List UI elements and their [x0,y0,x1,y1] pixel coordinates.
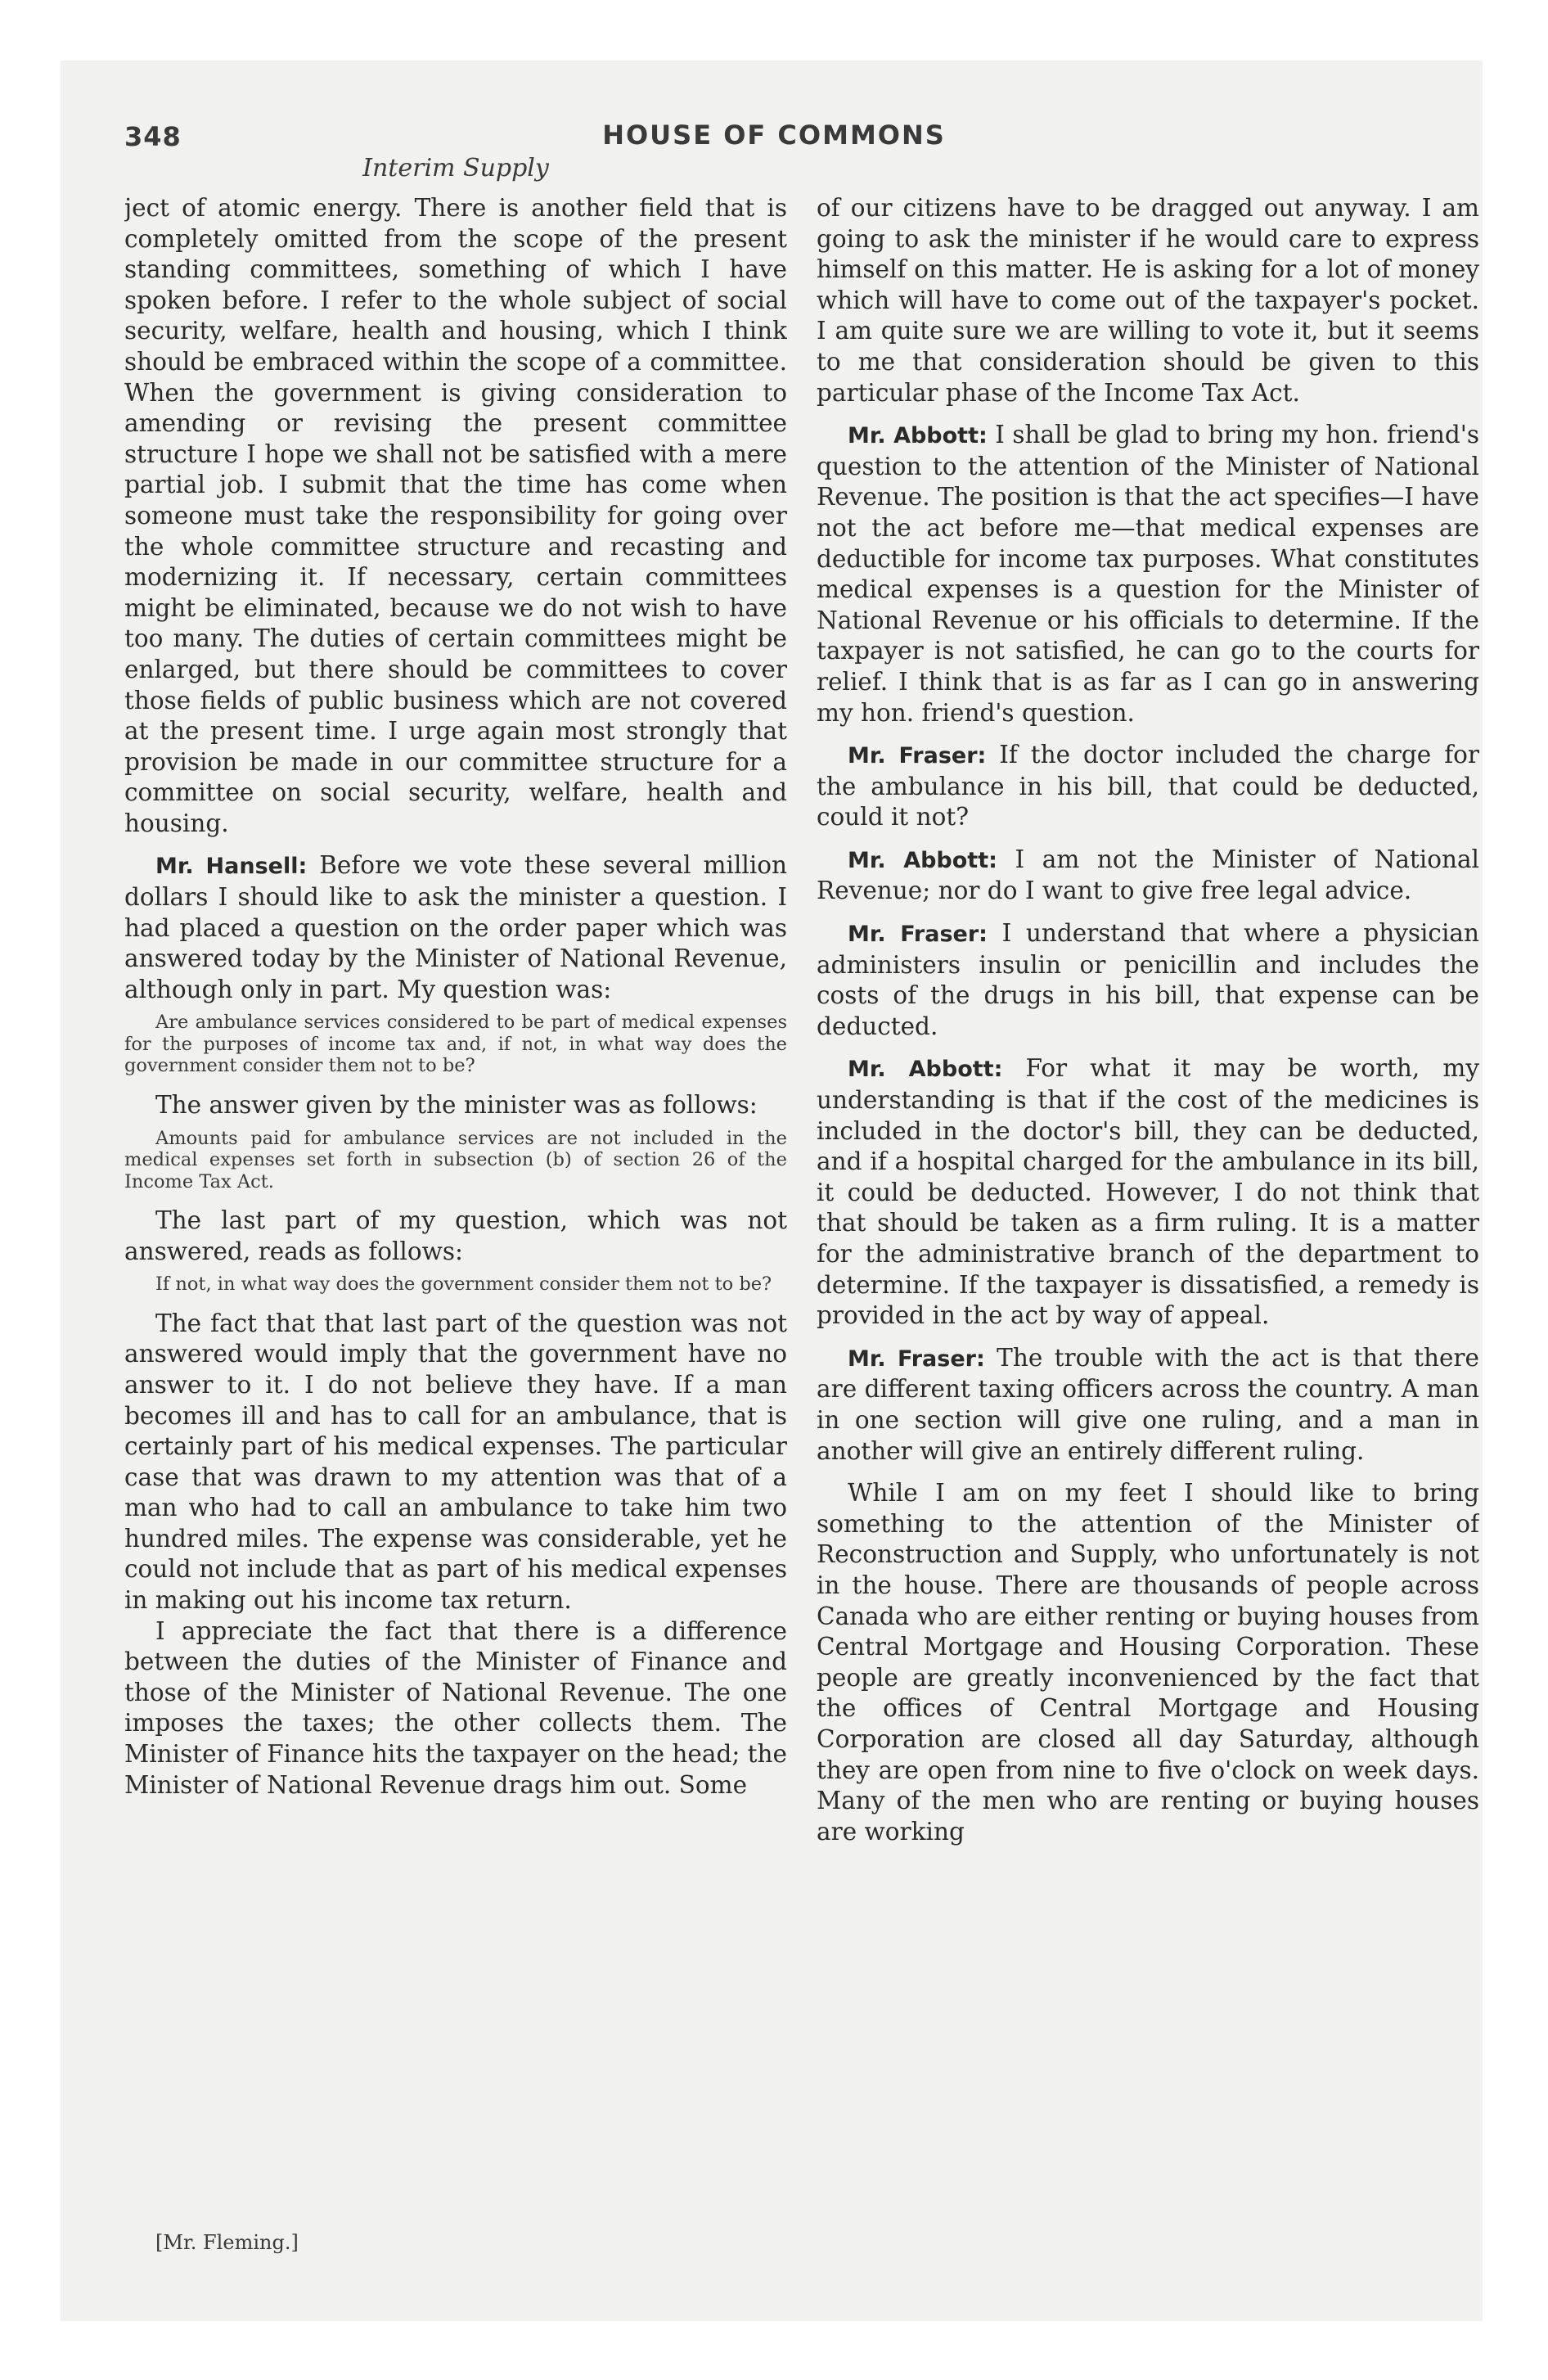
block-quote: Are ambulance services considered to be part of medical expenses for the purposes of income tax and, if not, in what way does the government consider them not to be? [124,1012,787,1077]
page-number: 348 [124,121,182,152]
paragraph: The fact that that last part of the question was not answered would imply that the government have no answer to it. I do not believe they have. If a man becomes ill and has to call for an ambulance, that is certainly part of his medical expenses. The particular case that was drawn to my attention was that of a man who had to call an ambulance to take him two hundred miles. The expense was considerable, yet he could not include that as part of his medical expenses in making out his income tax return. [124,1309,787,1615]
paragraph: The last part of my question, which was not answered, reads as follows: [124,1206,787,1265]
speech-paragraph [124,850,787,1005]
speaker-name: Mr. Abbott: [848,1057,1003,1083]
speech-text: For what it may be worth, my understanding is that if the cost of the medicines is included in the doctor's bill, they can be deducted, and if a hospital charged for the ambulance in its bill, it could be deducted. However, I do not think that that should be taken as a firm ruling. It is a matter for the administrative branch of the department to determine. If the taxpayer is dissatisfied, a remedy is provided in the act by way of appeal. [817,1054,1479,1330]
speaker-name: Mr. Abbott: [848,847,997,873]
speech-text: I am not the Minister of National Revenue; nor do I want to give free legal advice. [817,845,1479,905]
speech-text: The trouble with the act is that there are different taxing officers across the country. A man in one section will give one ruling, and a man in another will give an entirely different ruling. [817,1343,1479,1465]
speech-paragraph [817,918,1479,1042]
paragraph: of our citizens have to be dragged out anyway. I am going to ask the minister if he would care to express himself on this matter. He is asking for a lot of money which will have to come out of the taxpayer's pocket. I am quite sure we are willing to vote it, but it seems to me that consideration should be given to this particular phase of the Income Tax Act. [817,194,1479,407]
paragraph: ject of atomic energy. There is another field that is completely omitted from the scope of the present standing committees, something of which I have spoken before. I refer to the whole subject of social security, welfare, health and housing, which I think should be embraced within the scope of a committee. When the government is giving consideration to amending or revising the present committee structure I hope we shall not be satisfied with a mere partial job. I submit that the time has come when someone must take the responsibility for going over the whole committee structure and recasting and modernizing it. If necessary, certain committees might be eliminated, because we do not wish to have too many. The duties of certain committees might be enlarged, but there should be committees to cover those fields of public business which are not covered at the present time. I urge again most strongly that provision be made in our committee structure for a committee on social security, welfare, health and housing. [124,194,787,837]
speech-paragraph [817,1053,1479,1331]
section-heading: Interim Supply [362,154,549,183]
block-quote: If not, in what way does the government consider them not to be? [155,1273,772,1296]
speaker-name: Mr. Fraser: [848,743,987,769]
left-column [124,193,787,2223]
speech-text: I understand that where a physician administers insulin or penicillin and includes the costs of the drugs in his bill, that expense can be deducted. [817,919,1479,1040]
speech-paragraph [817,740,1479,833]
paragraph: While I am on my feet I should like to bring something to the attention of the Minister of Reconstruction and Supply, who unfortunately is not in the house. There are thousands of people across Canada who are either renting or buying houses from Central Mortgage and Housing Corporation. These people are greatly inconvenienced by the fact that the offices of Central Mortgage and Housing Corporation are closed all day Saturday, although they are open from nine to five o'clock on week days. Many of the men who are renting or buying houses are working [817,1479,1479,1846]
speaker-name: Mr. Abbott: [848,423,988,449]
block-quote: Amounts paid for ambulance services are not included in the medical expenses set forth in subsection (b) of section 26 of the Income Tax Act. [124,1127,787,1192]
paragraph: The answer given by the minister was as follows: [155,1090,758,1119]
speech-paragraph [817,845,1479,907]
speaker-name: Mr. Fraser: [848,922,988,948]
speaker-attribution: [Mr. Fleming.] [155,2231,299,2254]
running-head: HOUSE OF COMMONS [602,119,946,151]
speech-paragraph [817,420,1479,728]
speech-paragraph [817,1343,1479,1467]
speaker-name: Mr. Fraser: [848,1346,985,1372]
speech-text: Before we vote these several million dollars I should like to ask the minister a question. I had placed a question on the order paper which was answered today by the Minister of National Revenue, although only in part. My question was: [124,851,787,1003]
speaker-name: Mr. Hansell: [155,854,308,880]
speech-text: I shall be glad to bring my hon. friend's question to the attention of the Minister of National Revenue. The position is that the act specifies—I have not the act before me—that medical expenses are deductible for income tax purposes. What constitutes medical expenses is a question for the Minister of National Revenue or his officials to determine. If the taxpayer is not satisfied, he can go to the courts for relief. I think that is as far as I can go in answering my hon. friend's question. [817,421,1479,727]
paragraph: I appreciate the fact that there is a difference between the duties of the Minister of Finance and those of the Minister of National Revenue. The one imposes the taxes; the other collects them. The Minister of Finance hits the taxpayer on the head; the Minister of National Revenue drags him out. Some [124,1616,787,1799]
right-column [817,193,1479,2223]
speech-text: If the doctor included the charge for the ambulance in his bill, that could be deducted, could it not? [817,741,1479,832]
